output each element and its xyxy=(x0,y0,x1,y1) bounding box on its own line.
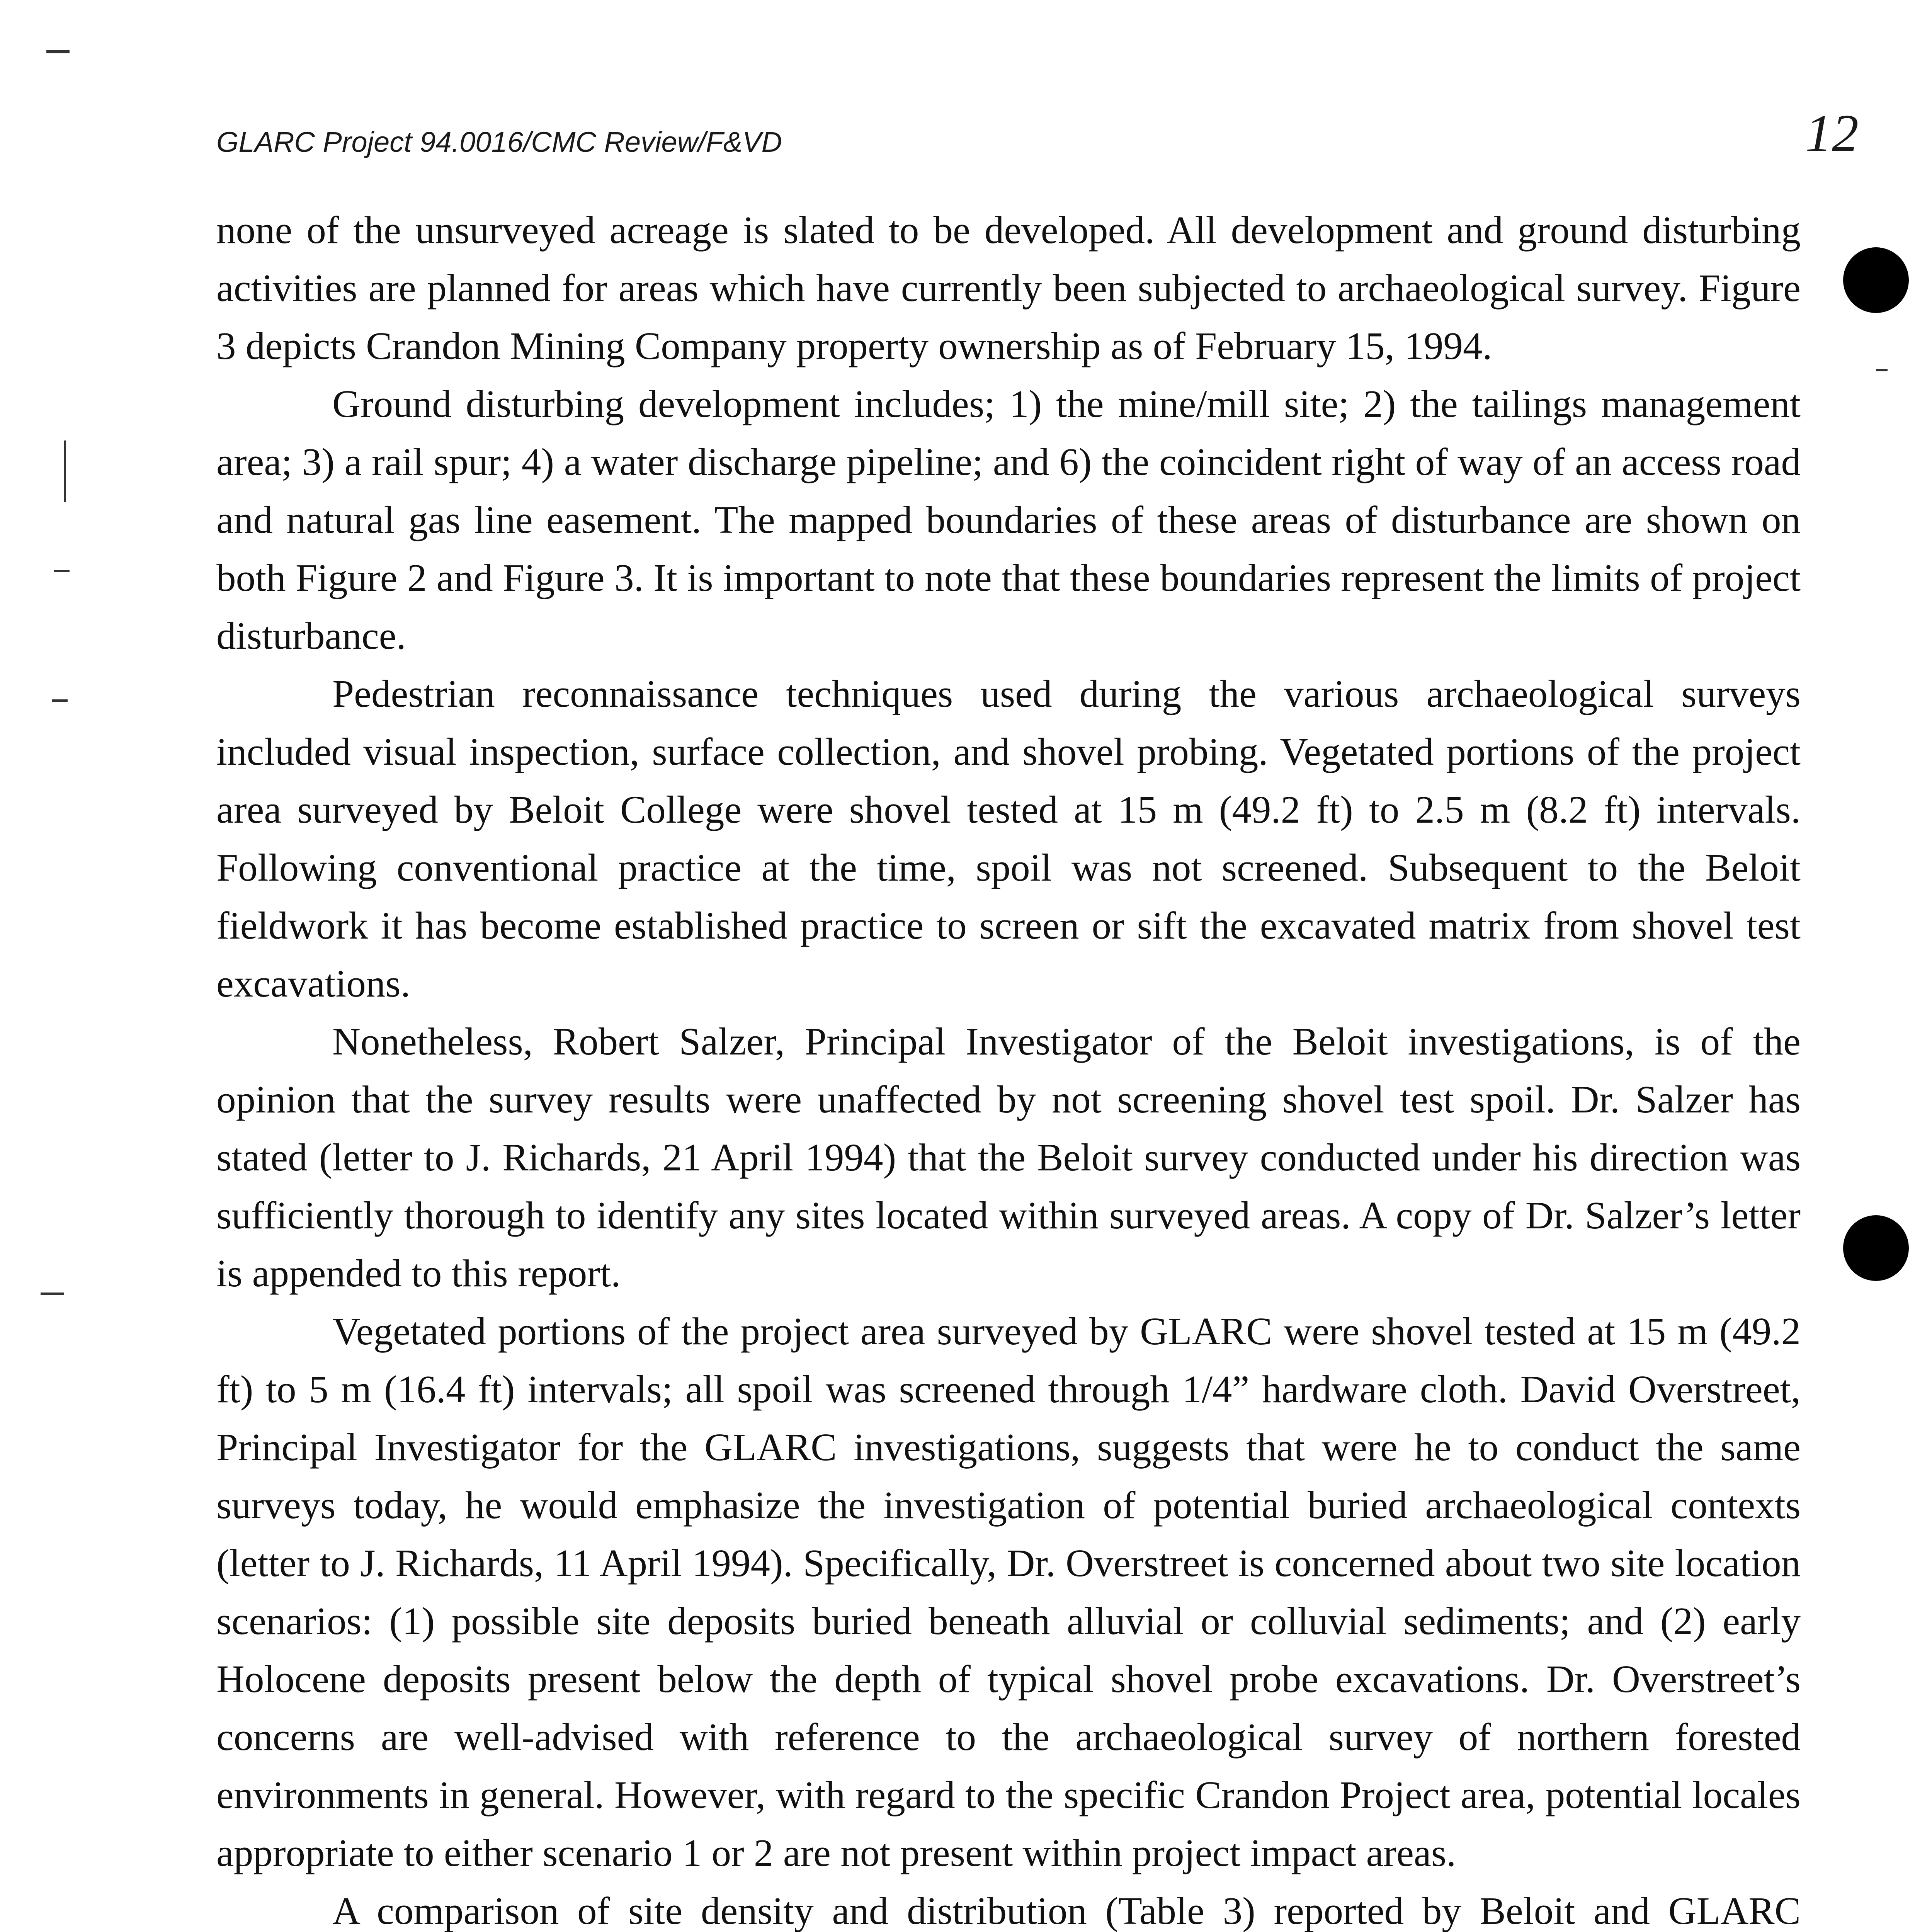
paragraph-1: none of the unsurveyed acreage is slated to be developed. All development and ground disturbing activities are planned for areas which have currently been subjected to archaeological survey. Figure 3 depicts Crandon Mining Company property ownership as of February 15, 1994. xyxy=(216,208,1801,367)
paragraph-6: A comparison of site density and distribution (Table 3) reported by Beloit and GLARC xyxy=(332,1889,1801,1932)
scan-margin-mark xyxy=(41,1293,64,1295)
punch-hole xyxy=(1843,1215,1909,1281)
paragraph-2: Ground disturbing development includes; 1) the mine/mill site; 2) the tailings management area; 3) a rail spur; 4) a water discharge pipeline; and 6) the coincident right of way of an access road and natural gas line easement. The mapped boundaries of these areas of disturbance are shown on both Figure 2 and Figure 3. It is important to note that these boundaries represent the limits of project disturbance. xyxy=(216,382,1801,657)
scan-margin-mark xyxy=(64,440,66,502)
scan-margin-mark xyxy=(1876,369,1888,371)
header-project-id: GLARC Project 94.0016/CMC Review/F&VD xyxy=(216,126,782,158)
paragraph-3: Pedestrian reconnaissance techniques used during the various archaeological surveys included visual inspection, surface collection, and shovel probing. Vegetated portions of the project area surveyed by Beloit College were shovel tested at 15 m (49.2 ft) to 2.5 m (8.2 ft) intervals. Following conventional practice at the time, spoil was not screened. Subsequent to the Beloit fieldwork it has become established practice to screen or sift the excavated matrix from shovel test excavations. xyxy=(216,672,1801,1005)
scan-margin-mark xyxy=(52,699,68,702)
paragraph-5: Vegetated portions of the project area surveyed by GLARC were shovel tested at 15 m (49.2 ft) to 5 m (16.4 ft) intervals; all spoil was screened through 1/4” hardware cloth. David Overstreet, Principal Investigator for the GLARC investigations, suggests that were he to conduct the same surveys today, he would emphasize the investigation of potential buried archaeological contexts (letter to J. Richards, 11 April 1994). Specifically, Dr. Overstreet is concerned about two site location scenarios: (1) possible site deposits buried beneath alluvial or colluvial sediments; and (2) early Holocene deposits present below the depth of typical shovel probe excavations. Dr. Overstreet’s concerns are well-advised with reference to the archaeological survey of northern forested environments in general. However, with regard to the specific Crandon Project area, potential locales appropriate to either scenario 1 or 2 are not present within project impact areas. xyxy=(216,1310,1801,1874)
scan-margin-mark xyxy=(54,570,70,572)
punch-hole xyxy=(1843,247,1909,313)
scan-margin-mark xyxy=(46,50,70,53)
page-number: 12 xyxy=(1805,104,1859,163)
body-text xyxy=(216,201,1801,1932)
paragraph-4: Nonetheless, Robert Salzer, Principal Investigator of the Beloit investigations, is of the opinion that the survey results were unaffected by not screening shovel test spoil. Dr. Salzer has stated (letter to J. Richards, 21 April 1994) that the Beloit survey conducted under his direction was sufficiently thorough to identify any sites located within surveyed areas. A copy of Dr. Salzer’s letter is appended to this report. xyxy=(216,1020,1801,1295)
